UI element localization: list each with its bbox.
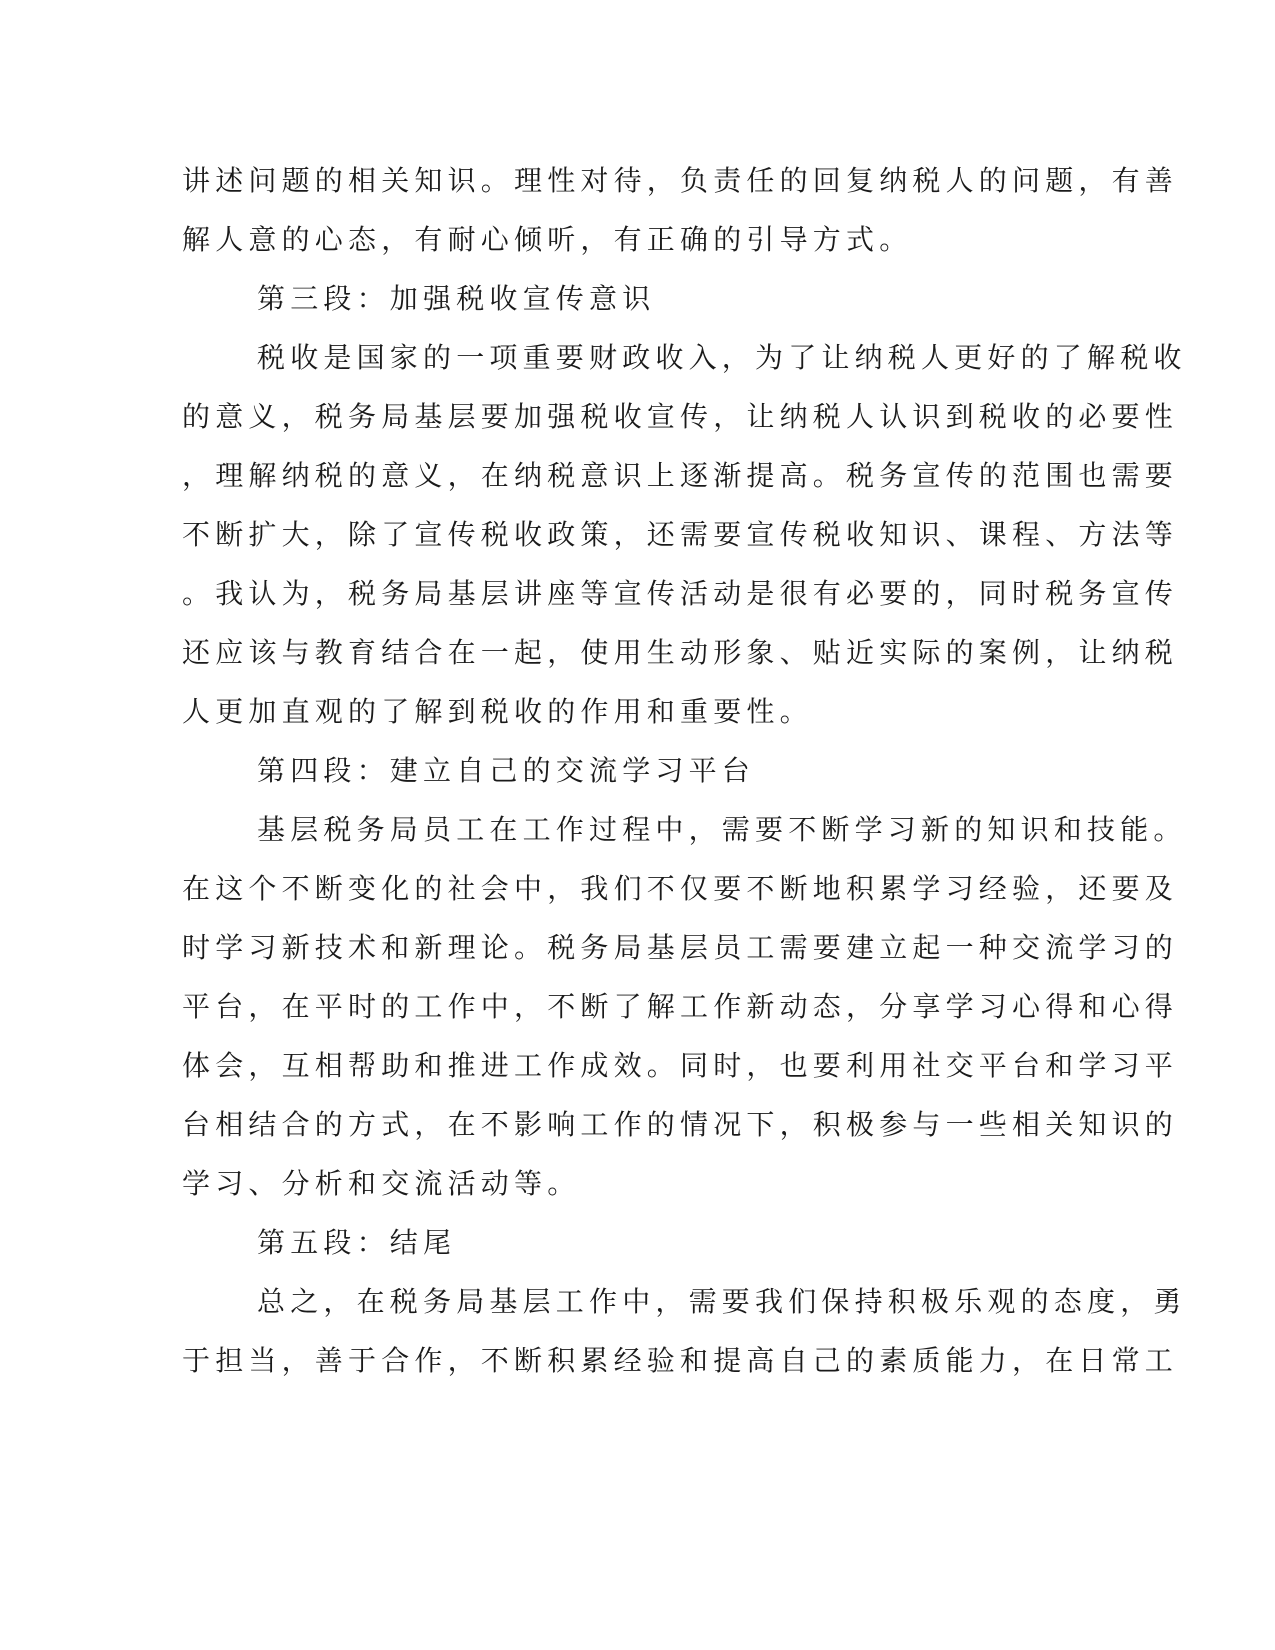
- paragraph-line: 讲述问题的相关知识。理性对待，负责任的回复纳税人的问题，有善: [182, 164, 1179, 197]
- paragraph-line: 的意义，税务局基层要加强税收宣传，让纳税人认识到税收的必要性: [182, 400, 1179, 433]
- paragraph-line: 税收是国家的一项重要财政收入，为了让纳税人更好的了解税收: [257, 341, 1187, 374]
- paragraph-line: 基层税务局员工在工作过程中，需要不断学习新的知识和技能。: [257, 813, 1187, 846]
- paragraph-line: 体会，互相帮助和推进工作成效。同时，也要利用社交平台和学习平: [182, 1049, 1179, 1082]
- paragraph-line: 台相结合的方式，在不影响工作的情况下，积极参与一些相关知识的: [182, 1108, 1179, 1141]
- section-heading: 第三段：加强税收宣传意识: [257, 282, 656, 315]
- paragraph-line: 不断扩大，除了宣传税收政策，还需要宣传税收知识、课程、方法等: [182, 518, 1179, 551]
- paragraph-line: 还应该与教育结合在一起，使用生动形象、贴近实际的案例，让纳税: [182, 636, 1179, 669]
- section-heading: 第四段：建立自己的交流学习平台: [257, 754, 756, 787]
- paragraph-line: 在这个不断变化的社会中，我们不仅要不断地积累学习经验，还要及: [182, 872, 1179, 905]
- paragraph-line: 总之，在税务局基层工作中，需要我们保持积极乐观的态度，勇: [257, 1285, 1187, 1318]
- paragraph-line: ，理解纳税的意义，在纳税意识上逐渐提高。税务宣传的范围也需要: [182, 459, 1179, 492]
- paragraph-line: 人更加直观的了解到税收的作用和重要性。: [182, 695, 813, 728]
- paragraph-line: 。我认为，税务局基层讲座等宣传活动是很有必要的，同时税务宣传: [182, 577, 1179, 610]
- paragraph-line: 时学习新技术和新理论。税务局基层员工需要建立起一种交流学习的: [182, 931, 1179, 964]
- paragraph-line: 学习、分析和交流活动等。: [182, 1167, 581, 1200]
- paragraph-line: 于担当，善于合作，不断积累经验和提高自己的素质能力，在日常工: [182, 1344, 1179, 1377]
- document-body: [182, 159, 1187, 1398]
- paragraph-line: 解人意的心态，有耐心倾听，有正确的引导方式。: [182, 223, 913, 256]
- section-heading: 第五段：结尾: [257, 1226, 457, 1259]
- paragraph-line: 平台，在平时的工作中，不断了解工作新动态，分享学习心得和心得: [182, 990, 1179, 1023]
